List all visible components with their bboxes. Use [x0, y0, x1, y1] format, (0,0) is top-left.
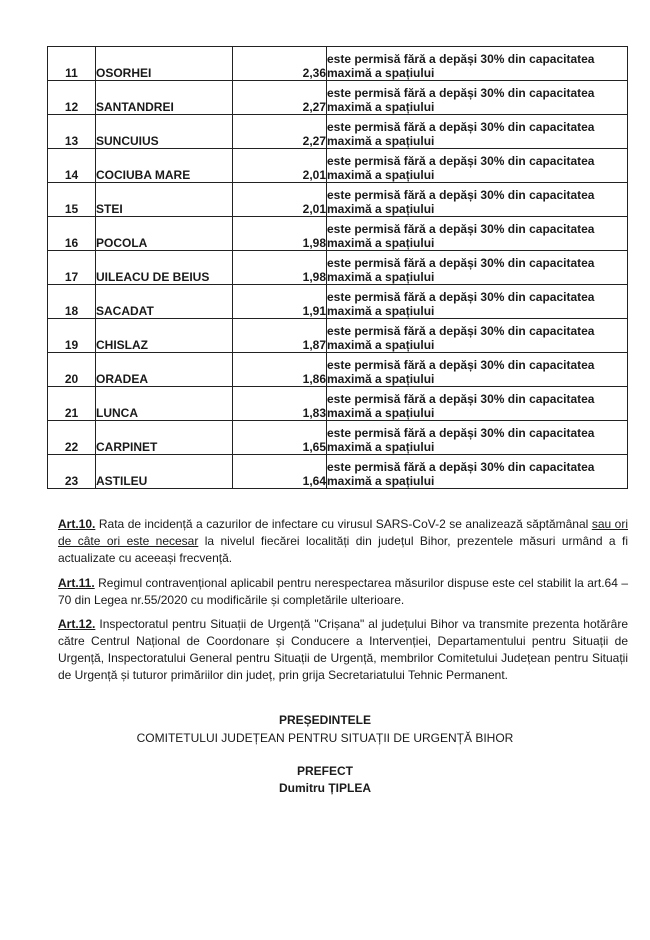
article-12-text: Inspectoratul pentru Situații de Urgență "Crișana" al județului Bihor va transmite prezenta hotărâre către Centrul Național de Coordonare și Conducere a Intervenției, Departamentului pentru Situații de Urgență, Inspectoratului General pentru Situații de Urgență, membrilor Comitetului Județean pentru Situații de Urgență și tuturor primăriilor din județ, prin grija Secretariatului Tehnic Permanent. — [58, 617, 628, 682]
table-row — [48, 183, 628, 217]
row-number: 18 — [48, 285, 96, 319]
table-row — [48, 251, 628, 285]
incidence-table-body — [48, 47, 628, 489]
capacity-note-line-1: este permisă fără a depăși 30% din capacitatea — [327, 86, 595, 100]
capacity-note-line-1: este permisă fără a depăși 30% din capacitatea — [327, 256, 595, 270]
capacity-note — [327, 251, 628, 285]
article-12 — [58, 616, 628, 684]
locality-name: SACADAT — [96, 285, 233, 319]
incidence-table — [47, 46, 628, 489]
incidence-rate: 2,27 — [233, 115, 327, 149]
row-number: 20 — [48, 353, 96, 387]
incidence-rate: 1,91 — [233, 285, 327, 319]
signature-title: PREFECT — [296, 764, 353, 778]
table-row — [48, 285, 628, 319]
capacity-note — [327, 217, 628, 251]
signature-name: Dumitru ȚIPLEA — [279, 781, 371, 795]
row-number: 17 — [48, 251, 96, 285]
capacity-note — [327, 115, 628, 149]
locality-name: COCIUBA MARE — [96, 149, 233, 183]
capacity-note-line-1: este permisă fără a depăși 30% din capacitatea — [327, 52, 595, 66]
incidence-rate: 2,01 — [233, 149, 327, 183]
capacity-note-line-1: este permisă fără a depăși 30% din capacitatea — [327, 290, 595, 304]
capacity-note-line-2: maximă a spațiului — [327, 134, 435, 148]
capacity-note-line-1: este permisă fără a depăși 30% din capacitatea — [327, 188, 595, 202]
table-row — [48, 387, 628, 421]
locality-name: SANTANDREI — [96, 81, 233, 115]
row-number: 21 — [48, 387, 96, 421]
row-number: 23 — [48, 455, 96, 489]
table-row — [48, 455, 628, 489]
capacity-note — [327, 285, 628, 319]
capacity-note — [327, 47, 628, 81]
capacity-note — [327, 149, 628, 183]
article-11-label: Art.11. — [58, 576, 95, 590]
article-10-text-a: Rata de incidență a cazurilor de infectare cu virusul SARS-CoV-2 se analizează săptămânal — [95, 517, 592, 531]
capacity-note-line-1: este permisă fără a depăși 30% din capacitatea — [327, 426, 595, 440]
row-number: 19 — [48, 319, 96, 353]
incidence-rate: 1,64 — [233, 455, 327, 489]
capacity-note-line-2: maximă a spațiului — [327, 372, 435, 386]
table-row — [48, 217, 628, 251]
capacity-note-line-1: este permisă fără a depăși 30% din capacitatea — [327, 460, 595, 474]
locality-name: ORADEA — [96, 353, 233, 387]
capacity-note — [327, 353, 628, 387]
table-row — [48, 115, 628, 149]
capacity-note-line-2: maximă a spațiului — [327, 270, 435, 284]
incidence-rate: 1,83 — [233, 387, 327, 421]
capacity-note-line-2: maximă a spațiului — [327, 236, 435, 250]
capacity-note-line-1: este permisă fără a depăși 30% din capacitatea — [327, 324, 595, 338]
incidence-rate: 1,98 — [233, 251, 327, 285]
capacity-note-line-2: maximă a spațiului — [327, 202, 435, 216]
article-10-label: Art.10. — [58, 517, 96, 531]
article-10 — [58, 516, 628, 567]
locality-name: CHISLAZ — [96, 319, 233, 353]
incidence-rate: 2,36 — [233, 47, 327, 81]
incidence-rate: 1,65 — [233, 421, 327, 455]
table-row — [48, 421, 628, 455]
incidence-rate: 1,87 — [233, 319, 327, 353]
incidence-rate: 1,98 — [233, 217, 327, 251]
row-number: 12 — [48, 81, 96, 115]
signature-committee: COMITETULUI JUDEȚEAN PENTRU SITUAȚII DE URGENȚĂ BIHOR — [136, 731, 514, 745]
signature-role: PREȘEDINTELE — [278, 713, 371, 727]
row-number: 15 — [48, 183, 96, 217]
table-row — [48, 81, 628, 115]
locality-name: UILEACU DE BEIUS — [96, 251, 233, 285]
incidence-rate: 1,86 — [233, 353, 327, 387]
locality-name: OSORHEI — [96, 47, 233, 81]
capacity-note — [327, 183, 628, 217]
row-number: 16 — [48, 217, 96, 251]
row-number: 11 — [48, 47, 96, 81]
capacity-note — [327, 421, 628, 455]
capacity-note-line-2: maximă a spațiului — [327, 440, 435, 454]
capacity-note-line-2: maximă a spațiului — [327, 66, 435, 80]
capacity-note-line-1: este permisă fără a depăși 30% din capacitatea — [327, 120, 595, 134]
locality-name: ASTILEU — [96, 455, 233, 489]
capacity-note — [327, 81, 628, 115]
capacity-note-line-2: maximă a spațiului — [327, 406, 435, 420]
capacity-note-line-2: maximă a spațiului — [327, 100, 435, 114]
row-number: 14 — [48, 149, 96, 183]
article-10-underlined: sau ori de câte ori este necesar — [58, 517, 628, 548]
incidence-rate: 2,27 — [233, 81, 327, 115]
table-row — [48, 353, 628, 387]
capacity-note — [327, 319, 628, 353]
capacity-note-line-2: maximă a spațiului — [327, 474, 435, 488]
article-11-text: Regimul contravențional aplicabil pentru nerespectarea măsurilor dispuse este cel stabilit la art.64 – 70 din Legea nr.55/2020 cu modificările și completările ulterioare. — [58, 576, 628, 607]
capacity-note-line-1: este permisă fără a depăși 30% din capacitatea — [327, 222, 595, 236]
capacity-note-line-2: maximă a spațiului — [327, 304, 435, 318]
article-12-label: Art.12. — [58, 617, 96, 631]
locality-name: LUNCA — [96, 387, 233, 421]
article-11 — [58, 575, 628, 609]
capacity-note-line-2: maximă a spațiului — [327, 338, 435, 352]
incidence-rate: 2,01 — [233, 183, 327, 217]
table-row — [48, 319, 628, 353]
capacity-note — [327, 455, 628, 489]
capacity-note-line-1: este permisă fără a depăși 30% din capacitatea — [327, 358, 595, 372]
locality-name: CARPINET — [96, 421, 233, 455]
table-row — [48, 47, 628, 81]
row-number: 22 — [48, 421, 96, 455]
article-10-text-b: la nivelul fiecărei localități din județul Bihor, prezentele măsuri urmând a fi actualizate cu aceeași frecvență. — [58, 534, 628, 565]
row-number: 13 — [48, 115, 96, 149]
locality-name: POCOLA — [96, 217, 233, 251]
capacity-note-line-1: este permisă fără a depăși 30% din capacitatea — [327, 392, 595, 406]
table-row — [48, 149, 628, 183]
locality-name: SUNCUIUS — [96, 115, 233, 149]
capacity-note — [327, 387, 628, 421]
locality-name: STEI — [96, 183, 233, 217]
capacity-note-line-2: maximă a spațiului — [327, 168, 435, 182]
capacity-note-line-1: este permisă fără a depăși 30% din capacitatea — [327, 154, 595, 168]
